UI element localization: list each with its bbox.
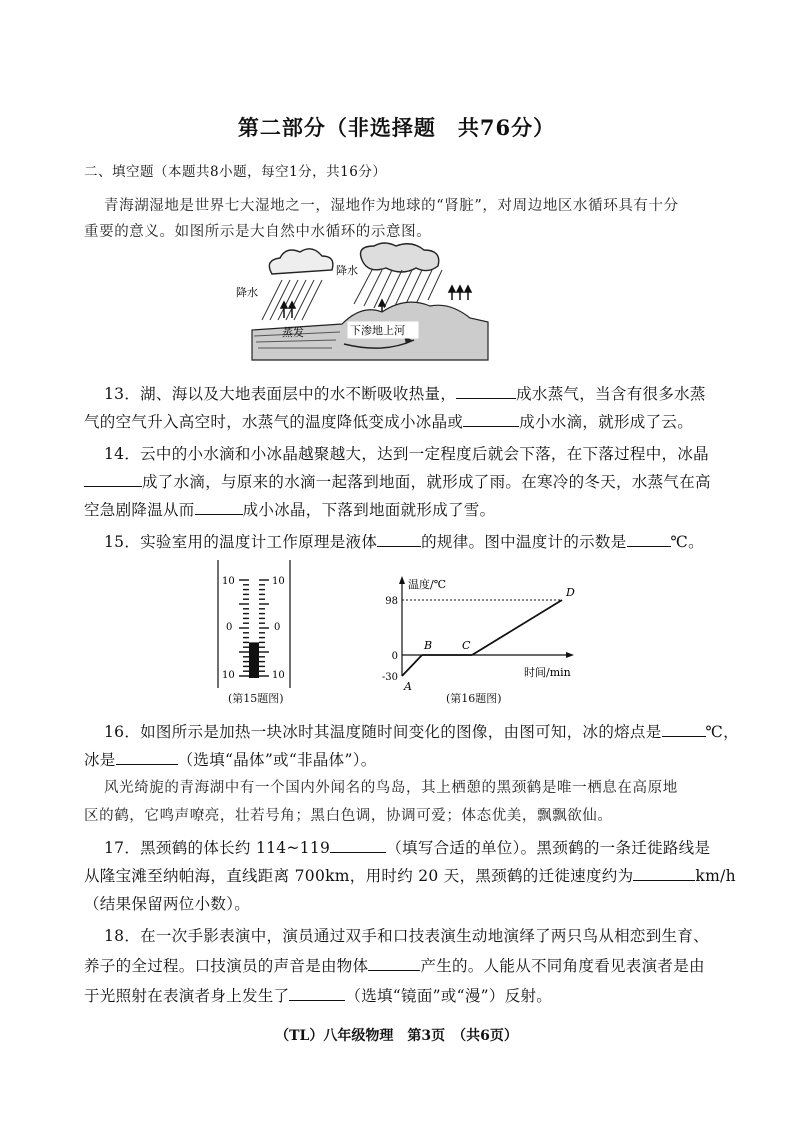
passage-line: 区的鹤，它鸣声嘹亮，壮若号角；黑白色调，协调可爱；体态优美，飘飘欲仙。 [84, 808, 613, 824]
answer-blank[interactable] [330, 838, 386, 853]
melting-graph [374, 570, 594, 693]
label-evaporation: 蒸发 [282, 326, 304, 339]
question-18-line-1: 18．在一次手影表演中，演员通过双手和口技表演生动地演绎了两只鸟从相恋到生育、 [104, 927, 709, 945]
passage-line: 风光绮旎的青海湖中有一个国内外闻名的鸟岛，其上栖憩的黑颈鹤是唯一栖息在高原地 [104, 780, 678, 796]
answer-blank[interactable] [377, 532, 421, 547]
intro-paragraph-line: 重要的意义。如图所示是大自然中水循环的示意图。 [84, 224, 432, 240]
question-15: 15．实验室用的温度计工作原理是液体 的规律。图中温度计的示数是 ℃。 [104, 533, 704, 551]
answer-blank[interactable] [84, 472, 142, 487]
question-17-line-1: 17．黑颈鹤的体长约 114~119 （填写合适的单位）。黑颈鹤的一条迁徙路线是 [104, 839, 711, 857]
answer-blank[interactable] [116, 750, 178, 765]
answer-blank[interactable] [195, 500, 243, 515]
point-label: D [566, 586, 575, 599]
cloud-left [269, 249, 333, 274]
question-17-line-3: （结果保留两位小数）。 [84, 895, 251, 913]
answer-blank[interactable] [368, 956, 420, 971]
answer-blank[interactable] [662, 722, 706, 737]
page-footer: （TL）八年级物理 第3页 （共6页） [275, 1028, 518, 1044]
scale-label: 0 [226, 622, 233, 633]
answer-blank[interactable] [456, 384, 516, 399]
question-13-line-2: 气的空气升入高空时，水蒸气的温度降低变成小冰晶或 成小水滴，就形成了云。 [84, 413, 694, 431]
graph-segment [402, 655, 422, 676]
answer-blank[interactable] [627, 532, 671, 547]
question-18-line-2: 养子的全过程。口技演员的声音是由物体 产生的。人能从不同角度看见表演者是由 [84, 957, 705, 975]
question-14-line-1: 14．云中的小水滴和小冰晶越聚越大，达到一定程度后就会下落，在下落过程中，冰晶 [104, 445, 709, 463]
point-label: A [404, 680, 412, 693]
question-16-line-1: 16．如图所示是加热一块冰时其温度随时间变化的图像，由图可知，冰的熔点是 ℃， [104, 723, 739, 741]
question-18-line-3: 于光照射在表演者身上发生了 （选填“镜面”或“漫”）反射。 [84, 987, 553, 1005]
question-14-line-3: 空急剧降温从而 成小冰晶，下落到地面就形成了雪。 [84, 501, 496, 519]
thermometer-figure [214, 560, 294, 688]
page-title: 第二部分（非选择题 共76分） [237, 115, 556, 140]
section-heading: 二、填空题（本题共8小题，每空1分，共16分） [84, 164, 387, 180]
figure-16-caption: (第16题图) [446, 692, 502, 705]
y-tick-label: -30 [381, 672, 398, 683]
cloud-right [361, 243, 439, 272]
x-axis-label: 时间/min [524, 666, 571, 679]
graph-segment [472, 600, 562, 655]
y-tick-label: 98 [385, 596, 398, 607]
answer-blank[interactable] [633, 866, 695, 881]
point-label: B [424, 639, 433, 652]
question-13-line-1: 13．湖、海以及大地表面层中的水不断吸收热量， 成水蒸气，当含有很多水蒸 [104, 385, 706, 403]
scale-label: 10 [222, 670, 235, 681]
answer-blank[interactable] [289, 986, 345, 1001]
scale-label: 10 [272, 670, 285, 681]
intro-paragraph-line: 青海湖湿地是世界七大湿地之一，湿地作为地球的“肾脏”，对周边地区水循环具有十分 [104, 198, 679, 214]
scale-label: 0 [274, 622, 281, 633]
question-17-line-2: 从隆宝滩至纳帕海，直线距离 700km，用时约 20 天，黑颈鹤的迁徙速度约为 km/h [84, 867, 736, 885]
label-rain-right: 降水 [336, 264, 358, 277]
scale-label: 10 [222, 576, 235, 587]
question-16-line-2: 冰是 （选填“晶体”或“非晶体”）。 [84, 751, 377, 769]
y-tick-label: 0 [391, 651, 398, 662]
thermometer-liquid-column [249, 642, 259, 678]
label-groundwater: 下渗地上河 [350, 324, 405, 337]
figure-15-caption: (第15题图) [228, 692, 284, 705]
y-axis-label: 温度/℃ [408, 578, 447, 591]
water-cycle-diagram [232, 244, 494, 360]
question-14-line-2: 成了水滴，与原来的水滴一起落到地面，就形成了雨。在寒冷的冬天，水蒸气在高 [84, 470, 711, 492]
point-label: C [462, 639, 471, 652]
answer-blank[interactable] [463, 412, 519, 427]
scale-label: 10 [272, 576, 285, 587]
label-rain-left: 降水 [236, 286, 258, 299]
